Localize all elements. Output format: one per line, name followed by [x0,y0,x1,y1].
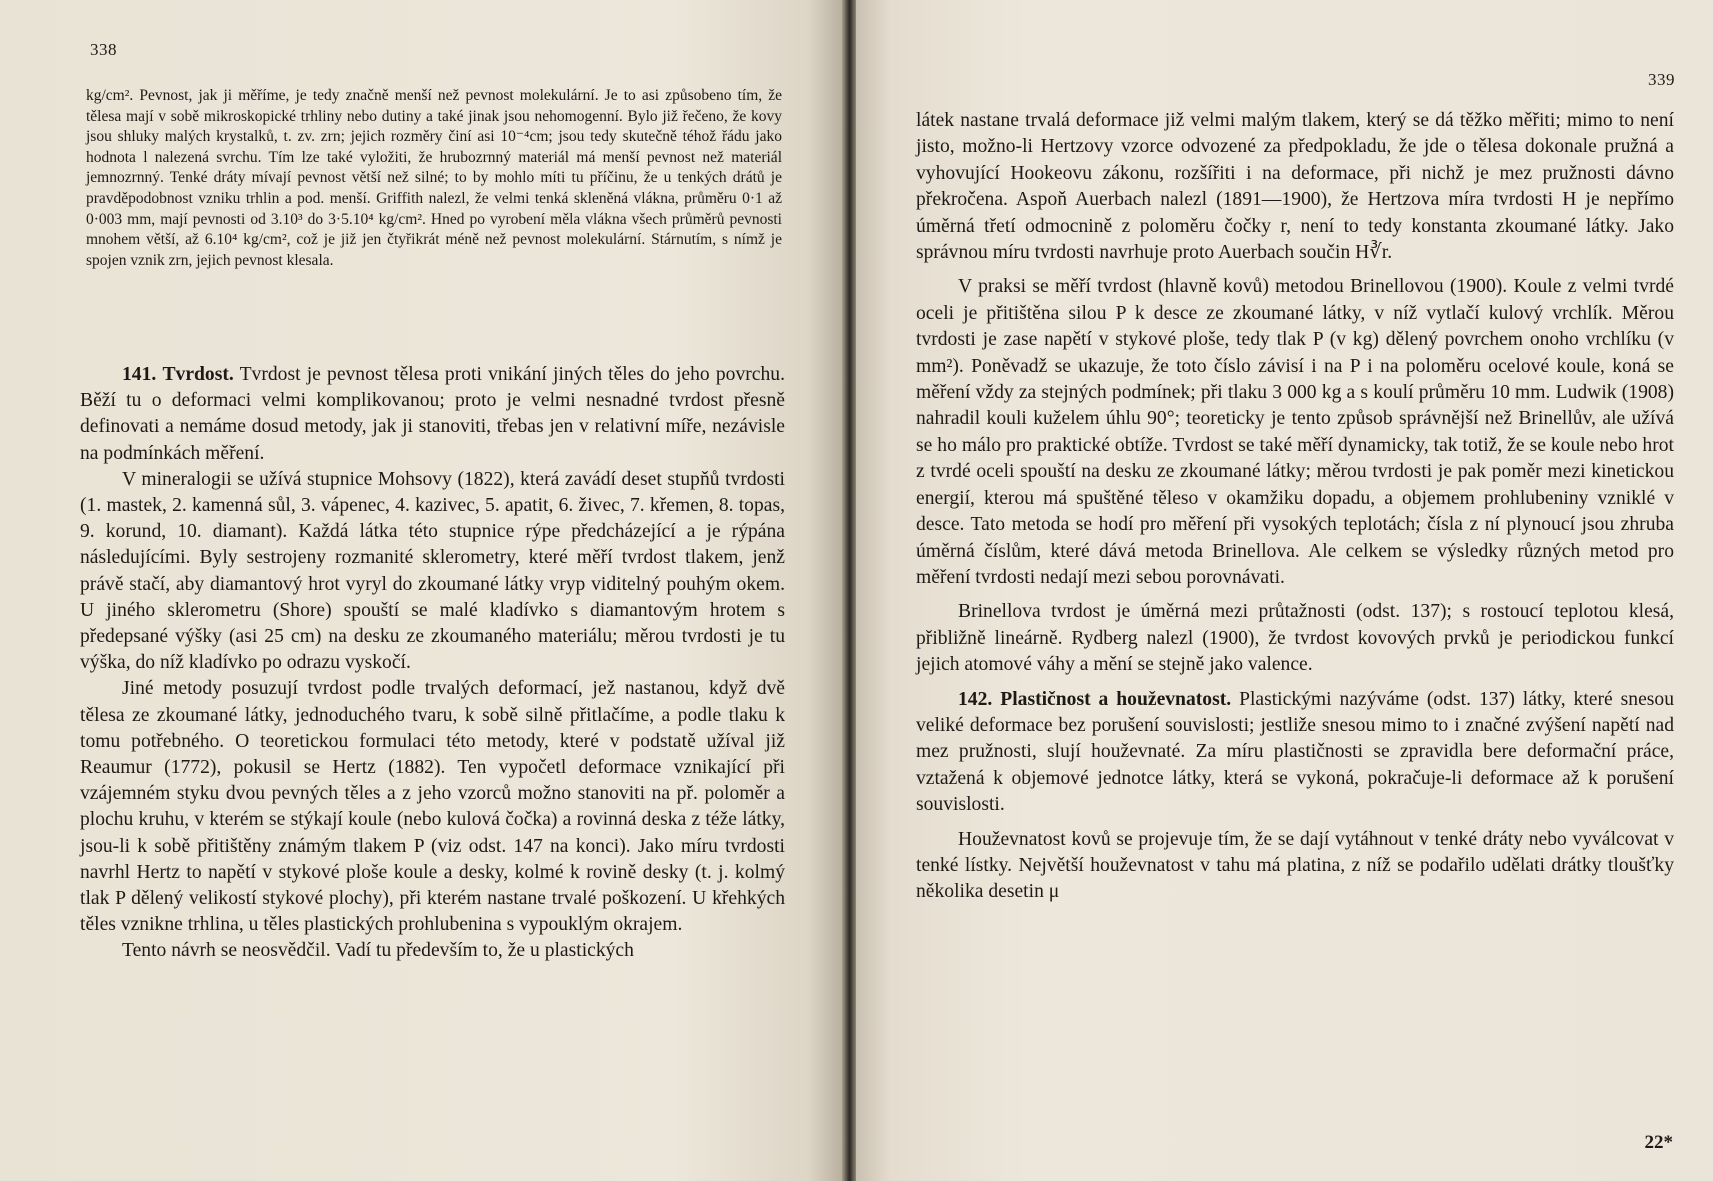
section-142-intro: Plastickými nazýváme (odst. 137) látky, které snesou veliké deformace bez porušení souvislosti; jestliže snesou mimo to i značné zvýšení napětí nad mez pružnosti, slují houževnaté. Za míru plastičnosti se zpravidla bere deformační práce, vztažená k objemové jednotce látky, která se vykoná, pokračuje-li deformace až k porušení souvislosti. [916,688,1674,816]
paragraph-rydberg: Brinellova tvrdost je úměrná mezi průtažnosti (odst. 137); s rostoucí teplotou klesá, přibližně lineárně. Rydberg nalezl (1900), že tvrdost kovových prvků je periodickou funkcí jejich atomové váhy a mění se stejně jako valence. [916,601,1674,676]
section-141-intro: Tvrdost je pevnost tělesa proti vnikání jiných těles do jeho povrchu. Běží tu o deformaci velmi komplikovanou; proto je velmi nesnadné tvrdost přesně definovati a nemáme dosud metody, jak ji stanoviti, třebas jen v relativní míře, nezávisle na podmínkách měření. [80,364,785,464]
section-141-number: 141. [122,364,157,385]
left-main-text-block [80,362,785,965]
paragraph-continuation: látek nastane trvalá deformace již velmi malým tlakem, který se dá těžko měřiti; mimo to není jisto, možno-li Hertzovy vzorce odvozené za předpokladu, že jde o tělesa dokonale pružná a vyhovující Hookeovu zákonu, rozšířiti i na deformace, při nichž je mez pružnosti dávno překročena. Aspoň Auerbach nalezl (1891—1900), že Hertzova míra tvrdosti H je nepřímo úměrná třetí odmocnině z poloměru čočky r, není to tedy konstanta zkoumané látky. Jako správnou míru tvrdosti navrhuje proto Auerbach součin H∛r. [916,110,1674,264]
paragraph-hertz: Jiné metody posuzují tvrdost podle trvalých deformací, jež nastanou, když dvě tělesa ze zkoumané látky, jednoduchého tvaru, k sobě silně přitlačíme, a podle tlaku k tomu potřebného. O teoretickou formulaci této metody, které v podstatě užíval již Reaumur (1772), pokusil se Hertz (1882). Ten vypočetl deformace vznikající při vzájemném styku dvou pevných těles a z jeho vzorců možno stanoviti na př. poloměr a plochu kruhu, v kterém se stýkají koule (nebo kulová čočka) a rovinná deska z téže látky, jsou-li k sobě přitištěny známým tlakem P (viz odst. 147 na konci). Jako míru tvrdosti navrhl Hertz to napětí v stykové ploše koule a desky, kolmé k rovině desky (t. j. kolmý tlak P dělený velikostí stykové plochy), při kterém nastane trvalé poškození. U křehkých těles vznikne trhlina, u těles plastických prohlubenina s vypouklým okrajem. [80,678,785,936]
section-141-paragraph [80,362,785,467]
left-small-text-block [86,86,782,271]
paragraph-mohs: V mineralogii se užívá stupnice Mohsovy (1822), která zavádí deset stupňů tvrdosti (1. mastek, 2. kamenná sůl, 3. vápenec, 4. kazivec, 5. apatit, 6. živec, 7. křemen, 8. topas, 9. korund, 10. diamant). Každá látka této stupnice rýpe předcházející a je rýpána následujícími. Byly sestrojeny rozmanité sklerometry, které měří tvrdost tlakem, jenž právě stačí, aby diamantový hrot vyryl do zkoumané látky vryp viditelný pouhým okem. U jiného sklerometru (Shore) spouští se malé kladívko s diamantovým hrotem s předepsané výšky (asi 25 cm) na desku ze zkoumaného materiálu; měrou tvrdosti je tu výška, do níž kladívko po odrazu vyskočí. [80,468,785,674]
right-page [856,0,1713,1181]
paragraph-brinell: V praksi se měří tvrdost (hlavně kovů) metodou Brinellovou (1900). Koule z velmi tvrdé oceli je přitištěna silou P k desce ze zkoumané látky, v níž vytlačí kulový vrchlík. Měrou tvrdosti je zase napětí v stykové ploše, tedy tlak P (v kg) dělený povrchem onoho vrchlíku (v mm²). Poněvadž se ukazuje, že toto číslo závisí i na P i na poloměru ocelové koule, koná se měření vždy za stejných podmínek; při tlaku 3 000 kg a s koulí průměru 10 mm. Ludwik (1908) nahradil kouli kuželem úhlu 90°; teoreticky je tento způsob správnější než Brinellův, ale užívá se ho málo pro praktické obtíže. Tvrdost se také měří dynamicky, tak totiž, že se koule nebo hrot z tvrdé oceli spouští na desku ze zkoumané látky; měrou tvrdosti je pak poměr mezi kinetickou energií, kterou má spuštěné těleso v okamžiku dopadu, a objemem prohlubeniny vzniklé v desce. Tato metoda se hodí pro měření při vysokých teplotách; čísla z ní plynoucí jsou zhruba úměrná číslům, které dává metoda Brinellova. Ale celkem se výsledky různých metod pro měření tvrdosti nedají mezi sebou porovnávati. [916,276,1674,588]
right-page-number: 339 [1648,70,1675,89]
section-141-title: Tvrdost. [162,364,234,385]
left-page-number: 338 [90,40,117,59]
section-142-number: 142. [958,688,993,710]
book-gutter [842,0,856,1181]
signature-mark: 22* [1644,1132,1673,1153]
section-142-title: Plastičnost a houževnatost. [1000,688,1232,710]
paragraph-last-left: Tento návrh se neosvědčil. Vadí tu především to, že u plastických [122,940,634,962]
right-main-text-block [916,108,1674,906]
left-page [0,0,842,1181]
small-paragraph: kg/cm². Pevnost, jak ji měříme, je tedy značně menší než pevnost molekulární. Je to asi způsobeno tím, že tělesa mají v sobě mikroskopické trhliny nebo dutiny a také jinak jsou nehomogenní. Bylo již řečeno, že kovy jsou shluky malých krystalků, t. zv. zrn; jejich rozměry činí asi 10⁻⁴cm; jsou tedy skutečně téhož řádu jako hodnota l nalezená svrchu. Tím lze také vyložiti, že hrubozrnný materiál má menší pevnost než materiál jemnozrnný. Tenké dráty mívají pevnost větší než silné; to by mohlo míti tu příčinu, že u tenkých drátů je pravděpodobnost vzniku trhlin a pod. menší. Griffith nalezl, že velmi tenká skleněná vlákna, průměru 0·1 až 0·003 mm, mají pevnosti od 3.10³ do 3·5.10⁴ kg/cm². Hned po vyrobení měla vlákna všech průměrů pevnosti mnohem větší, až 6.10⁴ kg/cm², což je již jen čtyřikrát méně než pevnost molekulární. Stárnutím, s nímž je spojen vznik zrn, jejich pevnost klesala. [86,87,782,269]
paragraph-last-right: Houževnatost kovů se projevuje tím, že se dají vytáhnout v tenké dráty nebo vyválcovat v tenké lístky. Největší houževnatost v tahu má platina, z níž se podařilo udělati drátky tloušťky několika desetin μ [916,828,1674,903]
section-142-paragraph [916,687,1674,819]
